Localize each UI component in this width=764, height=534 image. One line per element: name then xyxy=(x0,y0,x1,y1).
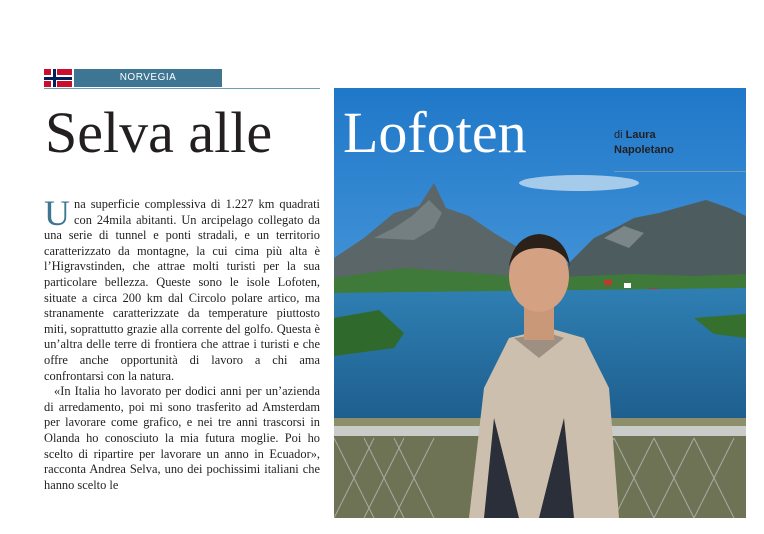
author-first-name: Laura xyxy=(625,129,656,141)
headline-part-2: Lofoten xyxy=(343,100,527,165)
article-body xyxy=(44,193,320,493)
section-label: NORVEGIA xyxy=(74,69,222,87)
paragraph-1-text: na superficie complessiva di 1.227 km quadrati con 24mila abitanti. Un arcipelago collegato da una serie di tunnel e ponti stradali, e un territorio caratterizzato da montagne, la cui cima più alta è l’Higravstinden, che attrae molti turisti per la sua particolare bellezza. Queste sono le isole Lofoten, situate a circa 200 km dal Circolo polare artico, ma stranamente caratterizzate da temperature piuttosto miti, soprattutto grazie alla corrente del golfo. Questa è un’altra delle terre di frontiera che attrae i turisti e che offre anche opportunità di lavoro a chi ama confrontarsi con la natura. xyxy=(44,197,320,383)
header-rule xyxy=(44,88,320,89)
headline-part-1: Selva alle xyxy=(45,100,273,165)
drop-cap: U xyxy=(44,193,70,233)
byline-prefix: di xyxy=(614,129,623,141)
byline-rule xyxy=(614,171,746,172)
norway-flag-icon xyxy=(44,69,72,87)
byline xyxy=(614,128,744,158)
article-paragraph-2: «In Italia ho lavorato per dodici anni per un’azienda di arredamento, poi mi sono trasferito ad Amsterdam per lavorare come grafico, e nei tre anni trascorsi in Olanda ho conosciuto la mia futura moglie. Poi ho scelto di ripartire per lavorare un anno in Ecuador», racconta Andrea Selva, uno dei pochissimi italiani che hanno scelto le xyxy=(44,384,320,492)
article-paragraph-1 xyxy=(44,193,320,384)
author-last-name: Napoletano xyxy=(614,144,674,156)
